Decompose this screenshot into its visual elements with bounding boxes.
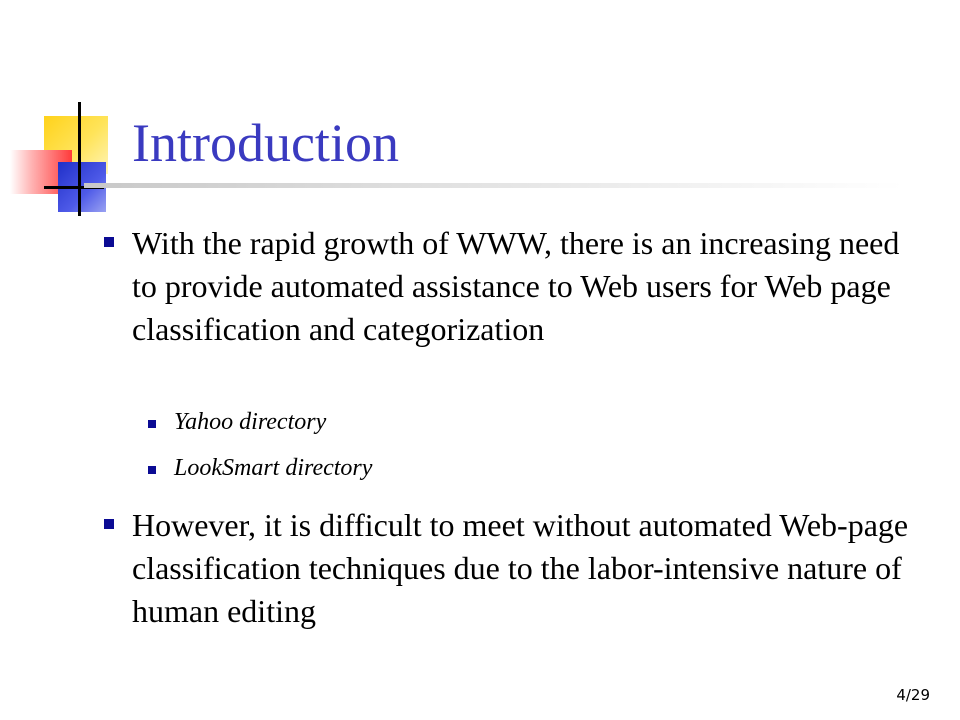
sub-bullet-text: Yahoo directory [174,409,327,435]
title-underline [84,183,904,188]
bullet-text: With the rapid growth of WWW, there is an increasing need to provide automated assistance to Web users for Web page classification and categorization [132,225,900,347]
square-bullet-icon [104,237,114,247]
square-bullet-icon [148,420,156,428]
page-number: 4/29 [896,686,930,704]
square-bullet-icon [148,466,156,474]
slide-title: Introduction [132,113,399,173]
square-bullet-icon [104,519,114,529]
corner-decoration [0,0,140,230]
sub-bullet-text: LookSmart directory [174,455,373,481]
bullet-text: However, it is difficult to meet without automated Web-page classification techniques due to the labor-intensive nature of human editing [132,507,909,629]
vertical-line-decoration [78,102,81,216]
